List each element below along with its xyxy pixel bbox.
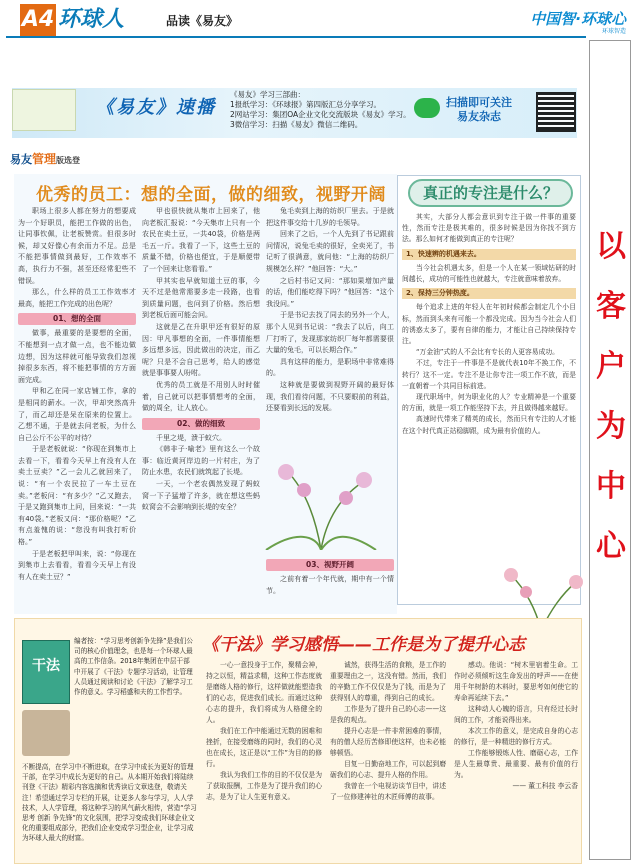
study-step: 2网站学习：集团OA企业文化交流版块《易友》学习。 — [230, 110, 411, 119]
header-divider — [6, 36, 586, 38]
magazine-cover-image — [12, 89, 76, 131]
subheading: 03、视野开阔 — [266, 559, 394, 571]
paragraph: 甲其实也早就知道土豆的事，今天不过是他常需要多走一段路，也看到质量问题，也问到了价格。然后想到老板后面可能会问。 — [142, 276, 260, 320]
subheading: 02、做的细致 — [142, 418, 260, 430]
book-title: 干法 — [32, 658, 60, 674]
paragraph: 高速时代带来了精英的成长，然而只有专注的人才能在这个时代真正站稳脚跟，成为最有价值的人。 — [402, 415, 576, 435]
paragraph: 本次工作的意义，是完成自身的心志的修行，是一种精进的修行方式。 — [454, 727, 578, 746]
page-header — [6, 4, 626, 40]
wechat-icon — [414, 98, 440, 118]
article-column-3 — [266, 206, 394, 450]
paragraph: “万金油”式的人不会比有专长的人更容易成功。 — [416, 348, 559, 357]
section-suffix: 版选登 — [56, 156, 81, 165]
book-cover-image — [22, 640, 70, 704]
subheading: 1、快速辨的机遇来去。 — [402, 249, 576, 260]
paragraph: 每个追求上进的年轻人在年初时候都会制定几个小目标，然而到头来有可能一个都没完成。因为当今社会人们的诱惑太多了，要有自律的能力，才能让自己持续保持专注。 — [402, 303, 576, 346]
paragraph: 诚然，获得生活的食粮，是工作的重要理由之一，这没有错。然而，我们的辛勤工作不仅仅是为了钱，而是为了获得别人的尊重，得到自己的成长。 — [330, 661, 446, 702]
paragraph: 那么，什么样的员工工作效率才最高，能把工作完成的出色呢？ — [18, 288, 136, 308]
paragraph: 于是老板就说：“你现在到集市上去看一下，看看今天早上有没有人在卖土豆卖？”乙一会儿乙就回来了，说：“有一个农民拉了一车土豆在卖。”老板问：“有多少？”乙又跑去，于是又跑到集市上问，回来说：“一共有40袋。”老板又问：“那价格呢？”乙有点羞愧的说：“您没有叫我打听价格。” — [18, 445, 136, 547]
paragraph: 这种动人心魄的语言，只有经过长时间的工作，才能说得出来。 — [454, 705, 578, 724]
right-article-title: 真正的专注是什么？ — [408, 179, 573, 207]
right-article-body — [402, 212, 576, 602]
paragraph: 甲也很快就从集市上回来了，他向老板汇报说：“今天集市上只有一个农民在卖土豆，一共40袋，价格是两毛五一斤。我看了一下，这些土豆的质量不错，价格也便宜，于是顺便带了一个回来让您看看。” — [142, 207, 260, 273]
paragraph: 工作是为了提升自己的心志——这是我的观点。 — [330, 705, 446, 724]
section-label — [10, 150, 80, 167]
paragraph: 之后村书记又问：“那如果增加产量的话，他们能吃得下吗？”他回答：“这个我没问。” — [266, 276, 394, 308]
signature: —— 董工科技 李云香 — [512, 782, 578, 790]
vertical-slogan-sidebar — [589, 40, 631, 860]
paragraph: 工作能够锻炼人性、磨砺心志，工作是人生最尊贵、最重要、最有价值的行为。 — [454, 749, 578, 779]
paragraph: 现代职场中，何为职业化的人？专业精神是一个重要的方面，就是一项工作能坚持下去，并且做得越来越好。 — [402, 393, 576, 413]
study-step: 3微信学习：扫描《易友》微信二维码。 — [230, 120, 363, 129]
study-step: 1报纸学习：《环球报》第四版汇总分享学习。 — [230, 100, 382, 109]
author-photo — [22, 710, 70, 756]
main-article-title: 优秀的员工：想的全面，做的细致，视野开阔 — [36, 185, 386, 205]
paragraph: 这就是乙在升职甲还有很好的原因：甲凡事想的全面，一件事情能想多远想多远，因此做出的决定，而乙呢？只是不会自己思考，给人的感觉就是事事要人吩咐。 — [142, 322, 260, 378]
paper-name: 环球人 — [58, 7, 125, 32]
article-column-1 — [18, 206, 136, 612]
paragraph: 回来了之后，一个人先到了书记跟前问情况，说兔毛卖的很好，全卖光了，书记听了很满意，就问他：“上海的纺织厂规模怎么样？”他回答：“大。” — [266, 230, 394, 273]
slogan-char: 户 — [596, 349, 626, 384]
bottom-column-2 — [330, 660, 446, 858]
paragraph: 当今社会机遇太多，但是一个人在某一领域钻研的时间越长，成功的可能性也就越大，专注就意味着放弃。 — [402, 263, 576, 284]
bottom-column-3 — [454, 660, 578, 858]
paragraph: 感动。他说：“树木里宿着生命。工作时必须倾听这生命发出的呼声——在使用千年树龄的木料时，要思考如何使它的寿命再延续下去。” — [454, 661, 578, 702]
paragraph: 其实，大部分人都会意识到专注于做一件事的重要性，然而专注是极其难的，很多时候是因为你找不到方法。那么如何才能做到真正的专注呢？ — [402, 213, 576, 244]
article-column-3-bottom — [266, 556, 394, 612]
paragraph: 做事，最重要的是要想的全面，不能想到一点才做一点，也不能边做边想，因为这样就可能导致我们忽视掉很多东西，将不能把事情的方方面面完成。 — [18, 329, 136, 384]
paragraph: 具有这样的能力，是职场中非常难得的。 — [266, 357, 394, 378]
bottom-column-1 — [206, 660, 322, 858]
paragraph: 《韩非子·喻老》里有这么一个故事：临近黄河岸边的一片村庄，为了防止水患，农民们就筑起了长堤。 — [142, 445, 260, 477]
bottom-title: 《干法》学习感悟——工作是为了提升心志 — [202, 635, 525, 655]
paragraph: 甲和乙在同一家店铺工作，拿的是相同的薪水。一次，甲却突然高升了，而乙却还是呆在原来的位置上。乙想不通，于是就去问老板，为什么自己公斤不公平的对待？ — [18, 387, 136, 442]
scan-line: 易友杂志 — [457, 110, 501, 123]
orchid-illustration — [246, 450, 396, 550]
article-column-2 — [142, 206, 260, 612]
paragraph: 一心一意投身于工作，聚精会神，持之以恒，精益求精，这种工作态度就是磨练人格的修行，这样做就能塑造我们的心志，促进我们成长。而通过这种心志的提升，我们将成为人格健全的人。 — [206, 661, 322, 724]
qr-code-icon[interactable] — [536, 92, 576, 132]
paragraph: 目复一日勤奋地工作，可以起到磨砺我们的心志、提升人格的作用。 — [330, 760, 446, 779]
paragraph: 这种就是要做到视野开阔的最好体现，我们看待问题，不只要眼前的利益，还要看到长远的发展。 — [266, 380, 394, 413]
study-step: 《易友》学习三部曲： — [230, 90, 305, 99]
paragraph: 千里之堤，溃于蚁穴。 — [156, 433, 226, 442]
paragraph: 我认为我们工作的目的不仅仅是为了获取报酬，工作是为了提升我们的心志，是为了让人生更有意义。 — [206, 771, 322, 801]
slogan-char: 客 — [596, 289, 626, 324]
paragraph: 于是老板把甲叫来，说：“你现在到集市上去看看，看看今天早上有没有人在卖土豆？” — [18, 549, 136, 581]
slogan-char: 心 — [596, 529, 626, 564]
slogan-char: 中 — [596, 469, 626, 504]
scan-prompt — [446, 96, 512, 124]
paragraph: 我们在工作中能通过无数的困难和挫折，在接受磨练的同时，我们的心灵也在成长，这正是以“工作”为目的的修行。 — [206, 727, 322, 768]
paragraph: 优秀的员工就是不用别人时时催着，自己就可以把事情想考的全面，做的周全，让人放心。 — [142, 380, 260, 413]
paragraph: 之前有着一个年代就，期中有一个情节。 — [266, 575, 394, 595]
editor-note: 编者按：“学习思考创新争先锋”是我们公司的核心价值理念，也是每一个环球人最高的工作信条。2018年集团在中层干部中开展了《干法》专题学习活动，让管理人员通过阅读和讨论《干法》了解学习工作的意义。学习稻盛和夫的工作哲学。 — [74, 637, 193, 697]
subheading: 2、保持三分钟热度。 — [402, 288, 576, 299]
slogan-char: 以 — [596, 229, 626, 264]
page-number: A4 — [20, 4, 56, 36]
paragraph: 一天，一个老农偶然发现了蚂蚁窝一下子猛增了许多，就在想这些蚂蚁窝会不会影响到长堤的安全？ — [142, 480, 260, 512]
banner-title: 《易友》速播 — [96, 97, 216, 118]
section-main: 管理 — [32, 152, 57, 166]
slogan-char: 为 — [596, 409, 626, 444]
paragraph: 不过，专注于一件事是不是就代表10年不换工作，不转行？这不一定。专注不是让你专注一项工作不放，而是一直朝着一个共同目标前进。 — [402, 359, 576, 390]
section-prefix: 易友 — [10, 153, 32, 166]
paragraph: 兔毛卖到上海的纺织厂里去。于是就把这件事交给十几岁的毛领导。 — [266, 207, 394, 227]
paragraph: 职场上很多人都在努力的想要成为一个好职员，能把工作做的出色，让同事钦佩，让老板赞赏。但很多时候，却又好像心有余而力不足。总是不能把事情做到最好，工作效率不高，执行力不强，甚至还经常犯些不错误。 — [18, 207, 136, 285]
subheading: 01、想的全面 — [18, 313, 136, 325]
paragraph: 提升心志是一件非常困难的事情，有的僧人经历苦修即使这样，也未必能够顿悟。 — [330, 727, 446, 757]
scan-line: 扫描即可关注 — [446, 96, 512, 109]
editor-note-continued: 不断提高，在学习中不断进取，在学习中成长为更好的管理干部，在学习中成长为更好的自己。从本期开始我们将陆续刊登《干法》精彩内容选摘和优秀读后文章选登，敬请关注！希望通过学习专栏的开展，让更多人参与学习，人人学技术，人人学管理，将这种学习的风气薪火相传，营造“学习 思考 创新 争先锋”的文化氛围，把学习变成我们环球企业文化的重要组成部分，把我们企业变成学习型企业，让学习成为环球人最大的财富。 — [22, 763, 197, 843]
paragraph: 我曾在一个电视访谈节目中，讲述了一位修建神社的木匠师傅的故事。 — [330, 782, 446, 801]
header-slogan-en: 环球智造 — [601, 28, 626, 35]
header-slogan: 中国智·环球心 — [530, 10, 626, 28]
column-name: 品读《易友》 — [166, 14, 239, 28]
paragraph: 于是书记去找了同去的另外一个人，那个人见到书记说：“我去了以后，向工厂打听了，发现那家纺织厂每年都需要很大量的兔毛，可以长期合作。” — [266, 311, 394, 355]
